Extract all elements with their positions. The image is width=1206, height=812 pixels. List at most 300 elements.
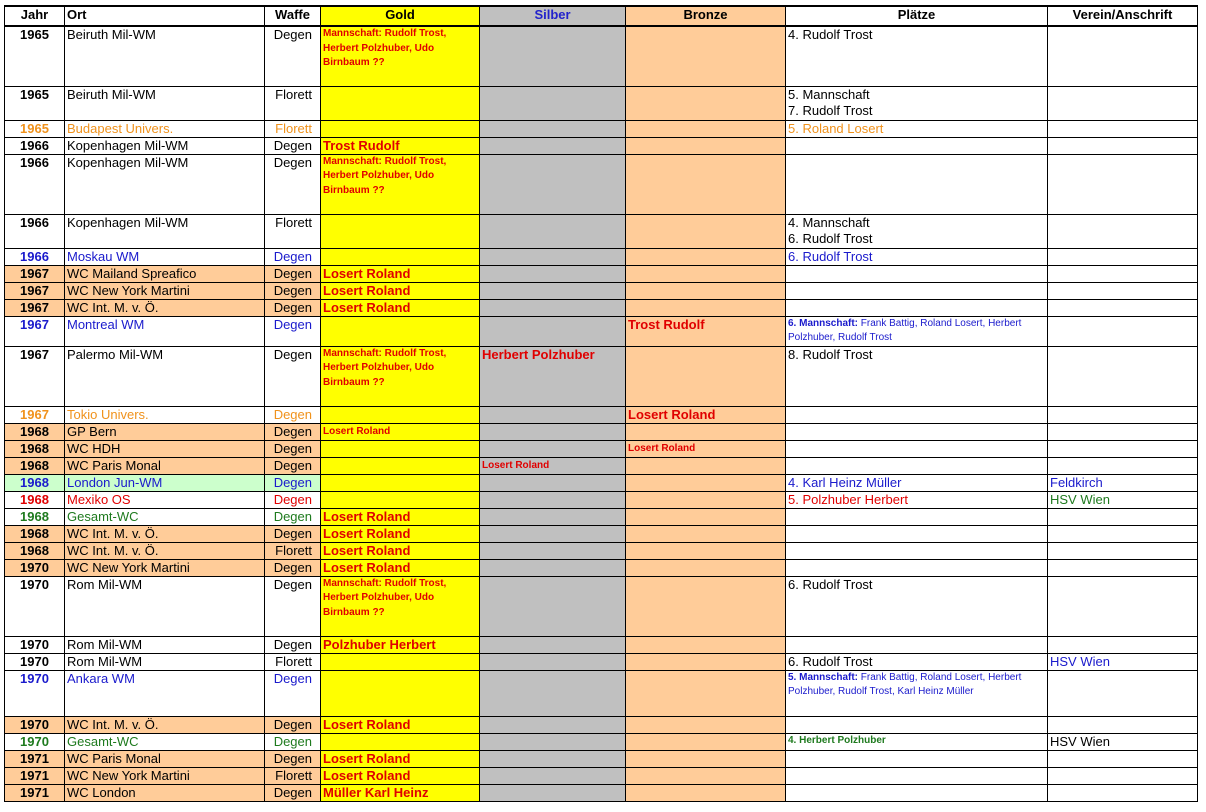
cell-silber[interactable] [480, 214, 626, 248]
results-body [5, 26, 1198, 801]
cell-verein[interactable] [1048, 265, 1198, 282]
cell-gold[interactable] [321, 316, 480, 346]
header-plaetze[interactable]: Plätze [786, 6, 1048, 26]
cell-bronze[interactable] [626, 576, 786, 636]
cell-waffe[interactable]: Degen [265, 525, 321, 542]
cell-verein[interactable] [1048, 576, 1198, 636]
cell-jahr[interactable]: 1967 [5, 346, 65, 406]
cell-silber[interactable] [480, 474, 626, 491]
cell-bronze[interactable] [626, 137, 786, 154]
cell-plaetze[interactable] [786, 750, 1048, 767]
table-row[interactable] [5, 86, 1198, 120]
cell-ort[interactable]: Kopenhagen Mil-WM [65, 137, 265, 154]
cell-verein[interactable] [1048, 457, 1198, 474]
cell-plaetze[interactable] [786, 137, 1048, 154]
cell-ort[interactable]: Gesamt-WC [65, 508, 265, 525]
table-row[interactable] [5, 784, 1198, 801]
cell-verein[interactable]: HSV Wien [1048, 653, 1198, 670]
cell-bronze[interactable] [626, 299, 786, 316]
cell-silber[interactable]: Losert Roland [480, 457, 626, 474]
cell-bronze[interactable] [626, 120, 786, 137]
cell-jahr[interactable]: 1966 [5, 154, 65, 214]
cell-jahr[interactable]: 1968 [5, 440, 65, 457]
table-row[interactable] [5, 576, 1198, 636]
cell-plaetze[interactable] [786, 716, 1048, 733]
table-row[interactable] [5, 508, 1198, 525]
table-row[interactable] [5, 542, 1198, 559]
cell-ort[interactable]: WC New York Martini [65, 767, 265, 784]
cell-verein[interactable] [1048, 346, 1198, 406]
cell-ort[interactable]: Moskau WM [65, 248, 265, 265]
table-row[interactable] [5, 525, 1198, 542]
cell-plaetze[interactable] [786, 265, 1048, 282]
cell-gold[interactable]: Losert Roland [321, 265, 480, 282]
cell-plaetze[interactable] [786, 653, 1048, 670]
cell-bronze[interactable] [626, 214, 786, 248]
cell-gold[interactable]: Müller Karl Heinz [321, 784, 480, 801]
cell-plaetze[interactable] [786, 423, 1048, 440]
cell-bronze[interactable] [626, 423, 786, 440]
cell-ort[interactable]: Rom Mil-WM [65, 653, 265, 670]
cell-plaetze[interactable] [786, 316, 1048, 346]
table-row[interactable] [5, 316, 1198, 346]
table-row[interactable] [5, 120, 1198, 137]
header-jahr[interactable]: Jahr [5, 6, 65, 26]
cell-verein[interactable] [1048, 406, 1198, 423]
cell-plaetze[interactable] [786, 154, 1048, 214]
cell-verein[interactable] [1048, 440, 1198, 457]
table-row[interactable] [5, 733, 1198, 750]
cell-silber[interactable] [480, 636, 626, 653]
cell-gold[interactable]: Losert Roland [321, 559, 480, 576]
cell-bronze[interactable] [626, 670, 786, 716]
cell-verein[interactable] [1048, 299, 1198, 316]
cell-plaetze[interactable] [786, 525, 1048, 542]
cell-gold[interactable] [321, 214, 480, 248]
cell-waffe[interactable]: Degen [265, 508, 321, 525]
table-row[interactable] [5, 265, 1198, 282]
cell-gold[interactable]: Losert Roland [321, 299, 480, 316]
cell-jahr[interactable]: 1966 [5, 248, 65, 265]
cell-jahr[interactable]: 1966 [5, 214, 65, 248]
table-row[interactable] [5, 440, 1198, 457]
cell-bronze[interactable] [626, 636, 786, 653]
cell-verein[interactable] [1048, 316, 1198, 346]
cell-silber[interactable] [480, 750, 626, 767]
cell-bronze[interactable]: Losert Roland [626, 406, 786, 423]
cell-silber[interactable] [480, 406, 626, 423]
cell-ort[interactable]: WC Paris Monal [65, 457, 265, 474]
cell-silber[interactable] [480, 525, 626, 542]
cell-bronze[interactable] [626, 265, 786, 282]
cell-gold[interactable]: Losert Roland [321, 767, 480, 784]
table-row[interactable] [5, 716, 1198, 733]
cell-gold[interactable] [321, 670, 480, 716]
cell-plaetze[interactable] [786, 299, 1048, 316]
cell-silber[interactable] [480, 491, 626, 508]
plaetze-line: 4. Karl Heinz Müller [788, 474, 902, 490]
cell-silber[interactable] [480, 299, 626, 316]
cell-plaetze[interactable] [786, 474, 1048, 491]
cell-gold[interactable]: Losert Roland [321, 423, 480, 440]
cell-verein[interactable] [1048, 282, 1198, 299]
cell-waffe[interactable]: Degen [265, 457, 321, 474]
cell-jahr[interactable]: 1971 [5, 750, 65, 767]
cell-jahr[interactable]: 1971 [5, 767, 65, 784]
cell-silber[interactable] [480, 248, 626, 265]
cell-ort[interactable]: Palermo Mil-WM [65, 346, 265, 406]
cell-ort[interactable]: Kopenhagen Mil-WM [65, 154, 265, 214]
cell-jahr[interactable]: 1970 [5, 716, 65, 733]
cell-bronze[interactable] [626, 750, 786, 767]
cell-silber[interactable] [480, 653, 626, 670]
cell-plaetze[interactable] [786, 120, 1048, 137]
cell-gold[interactable]: Losert Roland [321, 542, 480, 559]
cell-jahr[interactable]: 1967 [5, 316, 65, 346]
table-row[interactable] [5, 214, 1198, 248]
cell-plaetze[interactable] [786, 440, 1048, 457]
cell-waffe[interactable]: Florett [265, 86, 321, 120]
cell-plaetze[interactable] [786, 26, 1048, 86]
cell-ort[interactable]: Beiruth Mil-WM [65, 86, 265, 120]
cell-bronze[interactable] [626, 457, 786, 474]
cell-ort[interactable]: Budapest Univers. [65, 120, 265, 137]
cell-gold[interactable] [321, 86, 480, 120]
cell-waffe[interactable]: Florett [265, 120, 321, 137]
plaetze-line: 4. Rudolf Trost [788, 27, 873, 42]
cell-silber[interactable] [480, 716, 626, 733]
cell-jahr[interactable]: 1968 [5, 525, 65, 542]
cell-silber[interactable] [480, 576, 626, 636]
cell-ort[interactable]: London Jun-WM [65, 474, 265, 491]
cell-bronze[interactable] [626, 282, 786, 299]
cell-ort[interactable]: WC New York Martini [65, 282, 265, 299]
cell-verein[interactable] [1048, 559, 1198, 576]
header-row [5, 6, 1198, 26]
plaetze-line: 4. Mannschaft [788, 214, 870, 230]
cell-gold[interactable]: Mannschaft: Rudolf Trost, Herbert Polzhuber, Udo Birnbaum ?? [321, 26, 480, 86]
cell-plaetze[interactable] [786, 282, 1048, 299]
table-row[interactable] [5, 767, 1198, 784]
cell-ort[interactable]: WC Int. M. v. Ö. [65, 299, 265, 316]
cell-gold[interactable] [321, 440, 480, 457]
table-row[interactable] [5, 559, 1198, 576]
cell-ort[interactable]: WC Int. M. v. Ö. [65, 542, 265, 559]
cell-verein[interactable] [1048, 767, 1198, 784]
cell-jahr[interactable]: 1970 [5, 670, 65, 716]
cell-jahr[interactable]: 1965 [5, 120, 65, 137]
cell-waffe[interactable]: Florett [265, 542, 321, 559]
table-row[interactable] [5, 636, 1198, 653]
cell-plaetze[interactable] [786, 576, 1048, 636]
table-row[interactable] [5, 423, 1198, 440]
cell-verein[interactable] [1048, 525, 1198, 542]
plaetze-line: 5. Mannschaft [788, 86, 870, 102]
cell-ort[interactable]: WC Int. M. v. Ö. [65, 525, 265, 542]
cell-ort[interactable]: Rom Mil-WM [65, 576, 265, 636]
cell-waffe[interactable]: Degen [265, 670, 321, 716]
cell-bronze[interactable] [626, 767, 786, 784]
cell-ort[interactable]: WC Mailand Spreafico [65, 265, 265, 282]
cell-plaetze[interactable] [786, 733, 1048, 750]
cell-ort[interactable]: Mexiko OS [65, 491, 265, 508]
cell-waffe[interactable]: Degen [265, 636, 321, 653]
cell-gold[interactable] [321, 733, 480, 750]
cell-verein[interactable] [1048, 214, 1198, 248]
cell-ort[interactable]: Gesamt-WC [65, 733, 265, 750]
cell-plaetze[interactable] [786, 670, 1048, 716]
cell-bronze[interactable] [626, 716, 786, 733]
cell-verein[interactable] [1048, 636, 1198, 653]
cell-bronze[interactable] [626, 508, 786, 525]
cell-ort[interactable]: Kopenhagen Mil-WM [65, 214, 265, 248]
cell-jahr[interactable]: 1968 [5, 542, 65, 559]
cell-bronze[interactable] [626, 154, 786, 214]
cell-plaetze[interactable] [786, 784, 1048, 801]
cell-ort[interactable]: Beiruth Mil-WM [65, 26, 265, 86]
cell-waffe[interactable]: Degen [265, 716, 321, 733]
table-row[interactable] [5, 137, 1198, 154]
cell-gold[interactable] [321, 120, 480, 137]
header-ort[interactable]: Ort [65, 6, 265, 26]
table-row[interactable] [5, 670, 1198, 716]
cell-plaetze[interactable] [786, 346, 1048, 406]
cell-jahr[interactable]: 1970 [5, 733, 65, 750]
cell-jahr[interactable]: 1966 [5, 137, 65, 154]
cell-waffe[interactable]: Degen [265, 733, 321, 750]
cell-waffe[interactable]: Florett [265, 653, 321, 670]
cell-jahr[interactable]: 1970 [5, 576, 65, 636]
cell-gold[interactable] [321, 491, 480, 508]
plaetze-lead: 6. Mannschaft: [788, 317, 859, 329]
cell-jahr[interactable]: 1967 [5, 406, 65, 423]
cell-verein[interactable] [1048, 86, 1198, 120]
cell-bronze[interactable] [626, 346, 786, 406]
cell-verein[interactable] [1048, 154, 1198, 214]
cell-silber[interactable] [480, 26, 626, 86]
cell-waffe[interactable]: Degen [265, 265, 321, 282]
table-row[interactable] [5, 282, 1198, 299]
cell-silber[interactable] [480, 423, 626, 440]
plaetze-rest: Frank Battig, Roland Losert, Herbert Polzhuber, Rudolf Trost, Karl Heinz Müller [788, 671, 1022, 697]
cell-plaetze[interactable] [786, 457, 1048, 474]
cell-gold[interactable]: Mannschaft: Rudolf Trost, Herbert Polzhuber, Udo Birnbaum ?? [321, 346, 480, 406]
cell-verein[interactable] [1048, 784, 1198, 801]
cell-verein[interactable]: HSV Wien [1048, 491, 1198, 508]
table-row[interactable] [5, 248, 1198, 265]
cell-ort[interactable]: Montreal WM [65, 316, 265, 346]
cell-plaetze[interactable] [786, 542, 1048, 559]
cell-ort[interactable]: WC HDH [65, 440, 265, 457]
cell-jahr[interactable]: 1967 [5, 299, 65, 316]
cell-silber[interactable] [480, 440, 626, 457]
header-bronze[interactable]: Bronze [626, 6, 786, 26]
cell-verein[interactable] [1048, 137, 1198, 154]
cell-plaetze[interactable] [786, 636, 1048, 653]
cell-waffe[interactable]: Degen [265, 491, 321, 508]
cell-silber[interactable] [480, 670, 626, 716]
cell-silber[interactable] [480, 86, 626, 120]
cell-waffe[interactable]: Degen [265, 440, 321, 457]
cell-jahr[interactable]: 1967 [5, 265, 65, 282]
header-silber[interactable]: Silber [480, 6, 626, 26]
cell-verein[interactable] [1048, 120, 1198, 137]
cell-waffe[interactable]: Degen [265, 137, 321, 154]
cell-gold[interactable] [321, 474, 480, 491]
cell-gold[interactable]: Polzhuber Herbert [321, 636, 480, 653]
cell-jahr[interactable]: 1970 [5, 559, 65, 576]
cell-silber[interactable] [480, 316, 626, 346]
cell-gold[interactable] [321, 653, 480, 670]
cell-plaetze[interactable] [786, 508, 1048, 525]
cell-gold[interactable] [321, 457, 480, 474]
plaetze-line: 7. Rudolf Trost [788, 102, 873, 118]
cell-ort[interactable]: WC London [65, 784, 265, 801]
cell-waffe[interactable]: Degen [265, 406, 321, 423]
cell-waffe[interactable]: Degen [265, 750, 321, 767]
cell-ort[interactable]: WC Paris Monal [65, 750, 265, 767]
cell-waffe[interactable]: Degen [265, 154, 321, 214]
cell-silber[interactable] [480, 137, 626, 154]
cell-waffe[interactable]: Degen [265, 282, 321, 299]
plaetze-line: 6. Rudolf Trost [788, 230, 873, 246]
cell-bronze[interactable] [626, 784, 786, 801]
cell-gold[interactable]: Losert Roland [321, 716, 480, 733]
cell-bronze[interactable] [626, 26, 786, 86]
cell-silber[interactable] [480, 154, 626, 214]
cell-verein[interactable]: HSV Wien [1048, 733, 1198, 750]
cell-plaetze[interactable] [786, 491, 1048, 508]
cell-waffe[interactable]: Degen [265, 559, 321, 576]
header-waffe[interactable]: Waffe [265, 6, 321, 26]
cell-waffe[interactable]: Degen [265, 248, 321, 265]
cell-bronze[interactable] [626, 733, 786, 750]
cell-plaetze[interactable] [786, 559, 1048, 576]
cell-bronze[interactable]: Losert Roland [626, 440, 786, 457]
header-verein[interactable]: Verein/Anschrift [1048, 6, 1198, 26]
cell-silber[interactable] [480, 508, 626, 525]
cell-verein[interactable] [1048, 423, 1198, 440]
cell-plaetze[interactable] [786, 406, 1048, 423]
cell-gold[interactable]: Losert Roland [321, 508, 480, 525]
cell-plaetze[interactable] [786, 214, 1048, 248]
cell-silber[interactable] [480, 784, 626, 801]
cell-verein[interactable] [1048, 716, 1198, 733]
table-row[interactable] [5, 653, 1198, 670]
table-row[interactable] [5, 154, 1198, 214]
cell-jahr[interactable]: 1967 [5, 282, 65, 299]
cell-waffe[interactable]: Florett [265, 767, 321, 784]
cell-ort[interactable]: Rom Mil-WM [65, 636, 265, 653]
cell-ort[interactable]: Ankara WM [65, 670, 265, 716]
cell-waffe[interactable]: Degen [265, 316, 321, 346]
cell-waffe[interactable]: Degen [265, 784, 321, 801]
cell-waffe[interactable]: Degen [265, 474, 321, 491]
table-row[interactable] [5, 474, 1198, 491]
cell-verein[interactable] [1048, 542, 1198, 559]
cell-jahr[interactable]: 1968 [5, 474, 65, 491]
cell-gold[interactable]: Mannschaft: Rudolf Trost, Herbert Polzhuber, Udo Birnbaum ?? [321, 154, 480, 214]
cell-waffe[interactable]: Degen [265, 299, 321, 316]
cell-gold[interactable]: Losert Roland [321, 750, 480, 767]
cell-verein[interactable] [1048, 248, 1198, 265]
cell-gold[interactable] [321, 406, 480, 423]
cell-ort[interactable]: WC Int. M. v. Ö. [65, 716, 265, 733]
cell-jahr[interactable]: 1971 [5, 784, 65, 801]
table-row[interactable] [5, 491, 1198, 508]
cell-plaetze[interactable] [786, 86, 1048, 120]
cell-silber[interactable] [480, 733, 626, 750]
cell-verein[interactable]: Feldkirch [1048, 474, 1198, 491]
cell-plaetze[interactable] [786, 767, 1048, 784]
cell-verein[interactable] [1048, 670, 1198, 716]
table-row[interactable] [5, 26, 1198, 86]
cell-ort[interactable]: Tokio Univers. [65, 406, 265, 423]
cell-bronze[interactable] [626, 491, 786, 508]
cell-silber[interactable] [480, 542, 626, 559]
cell-silber[interactable] [480, 559, 626, 576]
cell-jahr[interactable]: 1970 [5, 636, 65, 653]
cell-gold[interactable]: Losert Roland [321, 282, 480, 299]
cell-bronze[interactable] [626, 542, 786, 559]
cell-silber[interactable] [480, 265, 626, 282]
table-row[interactable] [5, 299, 1198, 316]
cell-verein[interactable] [1048, 750, 1198, 767]
cell-waffe[interactable]: Florett [265, 214, 321, 248]
cell-bronze[interactable] [626, 525, 786, 542]
cell-plaetze[interactable] [786, 248, 1048, 265]
cell-bronze[interactable] [626, 474, 786, 491]
cell-bronze[interactable] [626, 559, 786, 576]
cell-ort[interactable]: WC New York Martini [65, 559, 265, 576]
plaetze-rest: Frank Battig, Roland Losert, Herbert Polzhuber, Rudolf Trost [788, 317, 1022, 343]
cell-jahr[interactable]: 1968 [5, 457, 65, 474]
cell-jahr[interactable]: 1968 [5, 423, 65, 440]
cell-silber[interactable] [480, 282, 626, 299]
cell-bronze[interactable] [626, 86, 786, 120]
plaetze-line: 6. Rudolf Trost [788, 248, 873, 264]
cell-waffe[interactable]: Degen [265, 576, 321, 636]
table-row[interactable] [5, 457, 1198, 474]
cell-verein[interactable] [1048, 26, 1198, 86]
header-gold[interactable]: Gold [321, 6, 480, 26]
cell-silber[interactable] [480, 767, 626, 784]
cell-waffe[interactable]: Degen [265, 423, 321, 440]
cell-gold[interactable]: Mannschaft: Rudolf Trost, Herbert Polzhuber, Udo Birnbaum ?? [321, 576, 480, 636]
cell-jahr[interactable]: 1970 [5, 653, 65, 670]
cell-bronze[interactable] [626, 653, 786, 670]
cell-silber[interactable] [480, 120, 626, 137]
table-row[interactable] [5, 346, 1198, 406]
table-row[interactable] [5, 750, 1198, 767]
cell-gold[interactable] [321, 248, 480, 265]
cell-ort[interactable]: GP Bern [65, 423, 265, 440]
cell-jahr[interactable]: 1968 [5, 491, 65, 508]
cell-silber[interactable]: Herbert Polzhuber [480, 346, 626, 406]
plaetze-line: 6. Rudolf Trost [788, 653, 873, 669]
cell-gold[interactable]: Trost Rudolf [321, 137, 480, 154]
cell-bronze[interactable] [626, 248, 786, 265]
cell-gold[interactable]: Losert Roland [321, 525, 480, 542]
cell-jahr[interactable]: 1965 [5, 86, 65, 120]
cell-waffe[interactable]: Degen [265, 26, 321, 86]
cell-jahr[interactable]: 1968 [5, 508, 65, 525]
cell-verein[interactable] [1048, 508, 1198, 525]
table-row[interactable] [5, 406, 1198, 423]
cell-bronze[interactable]: Trost Rudolf [626, 316, 786, 346]
cell-jahr[interactable]: 1965 [5, 26, 65, 86]
cell-waffe[interactable]: Degen [265, 346, 321, 406]
